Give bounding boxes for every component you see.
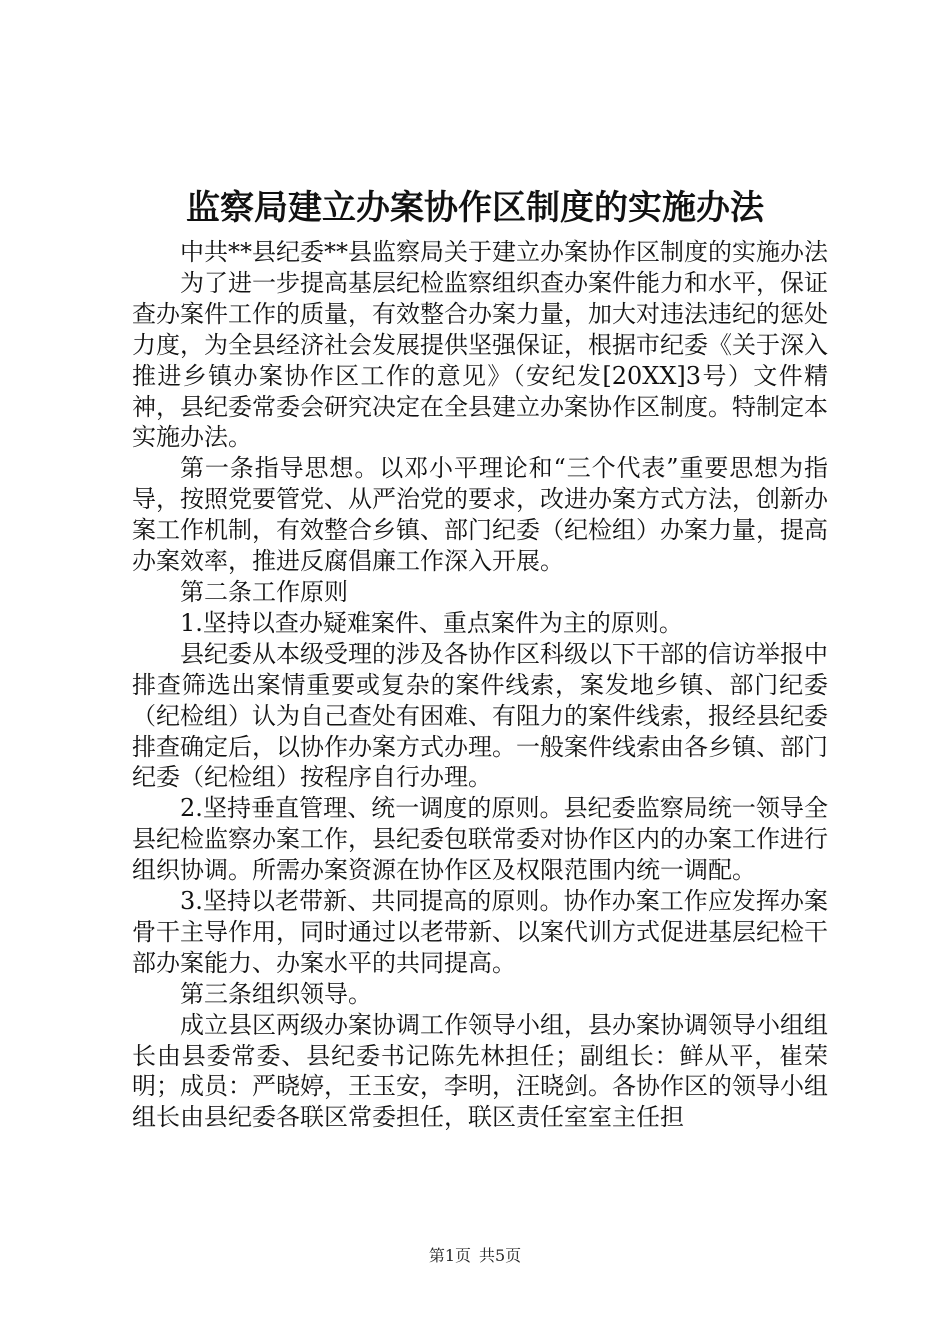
paragraph-article-2-heading: 第二条工作原则 [180, 577, 348, 606]
paragraph-principle-2: 2.坚持垂直管理、统一调度的原则。县纪委监察局统一领导全县纪检监察办案工作，县纪委包联常委对协作区内的办案工作进行组织协调。所需办案资源在协作区及权限范围内统一调配。 [132, 794, 828, 885]
page-number-total: 共5页 [479, 1246, 522, 1265]
page-footer [0, 1244, 950, 1268]
paragraph-preamble: 为了进一步提高基层纪检监察组织查办案件能力和水平，保证查办案件工作的质量，有效整合办案力量，加大对违法违纪的惩处力度，为全县经济社会发展提供坚强保证，根据市纪委《关于深入推进乡镇办案协作区工作的意见》（安纪发[20XX]3号）文件精神，县纪委常委会研究决定在全县建立办案协作区制度。特制定本实施办法。 [132, 268, 828, 452]
page-number-current: 第1页 [428, 1246, 471, 1265]
paragraph-principle-1: 1.坚持以查办疑难案件、重点案件为主的原则。 [180, 608, 683, 637]
document-title: 监察局建立办案协作区制度的实施办法 [186, 188, 764, 228]
paragraph-principle-1-detail: 县纪委从本级受理的涉及各协作区科级以下干部的信访举报中排查筛选出案情重要或复杂的案件线索，案发地乡镇、部门纪委（纪检组）认为自己查处有困难、有阻力的案件线索，报经县纪委排查确定后，以协作办案方式办理。一般案件线索由各乡镇、部门纪委（纪检组）按程序自行办理。 [132, 639, 828, 792]
paragraph-principle-3: 3.坚持以老带新、共同提高的原则。协作办案工作应发挥办案骨干主导作用，同时通过以老带新、以案代训方式促进基层纪检干部办案能力、办案水平的共同提高。 [132, 887, 828, 977]
paragraph-article-3-detail: 成立县区两级办案协调工作领导小组，县办案协调领导小组组长由县委常委、县纪委书记陈先林担任；副组长：鲜从平，崔荣明；成员：严晓婷，王玉安，李明，汪晓剑。各协作区的领导小组组长由县纪委各联区常委担任，联区责任室室主任担 [132, 1010, 828, 1132]
document-body [132, 237, 828, 1133]
paragraph-subtitle: 中共**县纪委**县监察局关于建立办案协作区制度的实施办法 [180, 238, 828, 266]
paragraph-article-1: 第一条指导思想。以邓小平理论和“三个代表”重要思想为指导，按照党要管党、从严治党的要求，改进办案方式方法，创新办案工作机制，有效整合乡镇、部门纪委（纪检组）办案力量，提高办案效率，推进反腐倡廉工作深入开展。 [132, 454, 828, 576]
paragraph-article-3-heading: 第三条组织领导。 [180, 979, 372, 1008]
